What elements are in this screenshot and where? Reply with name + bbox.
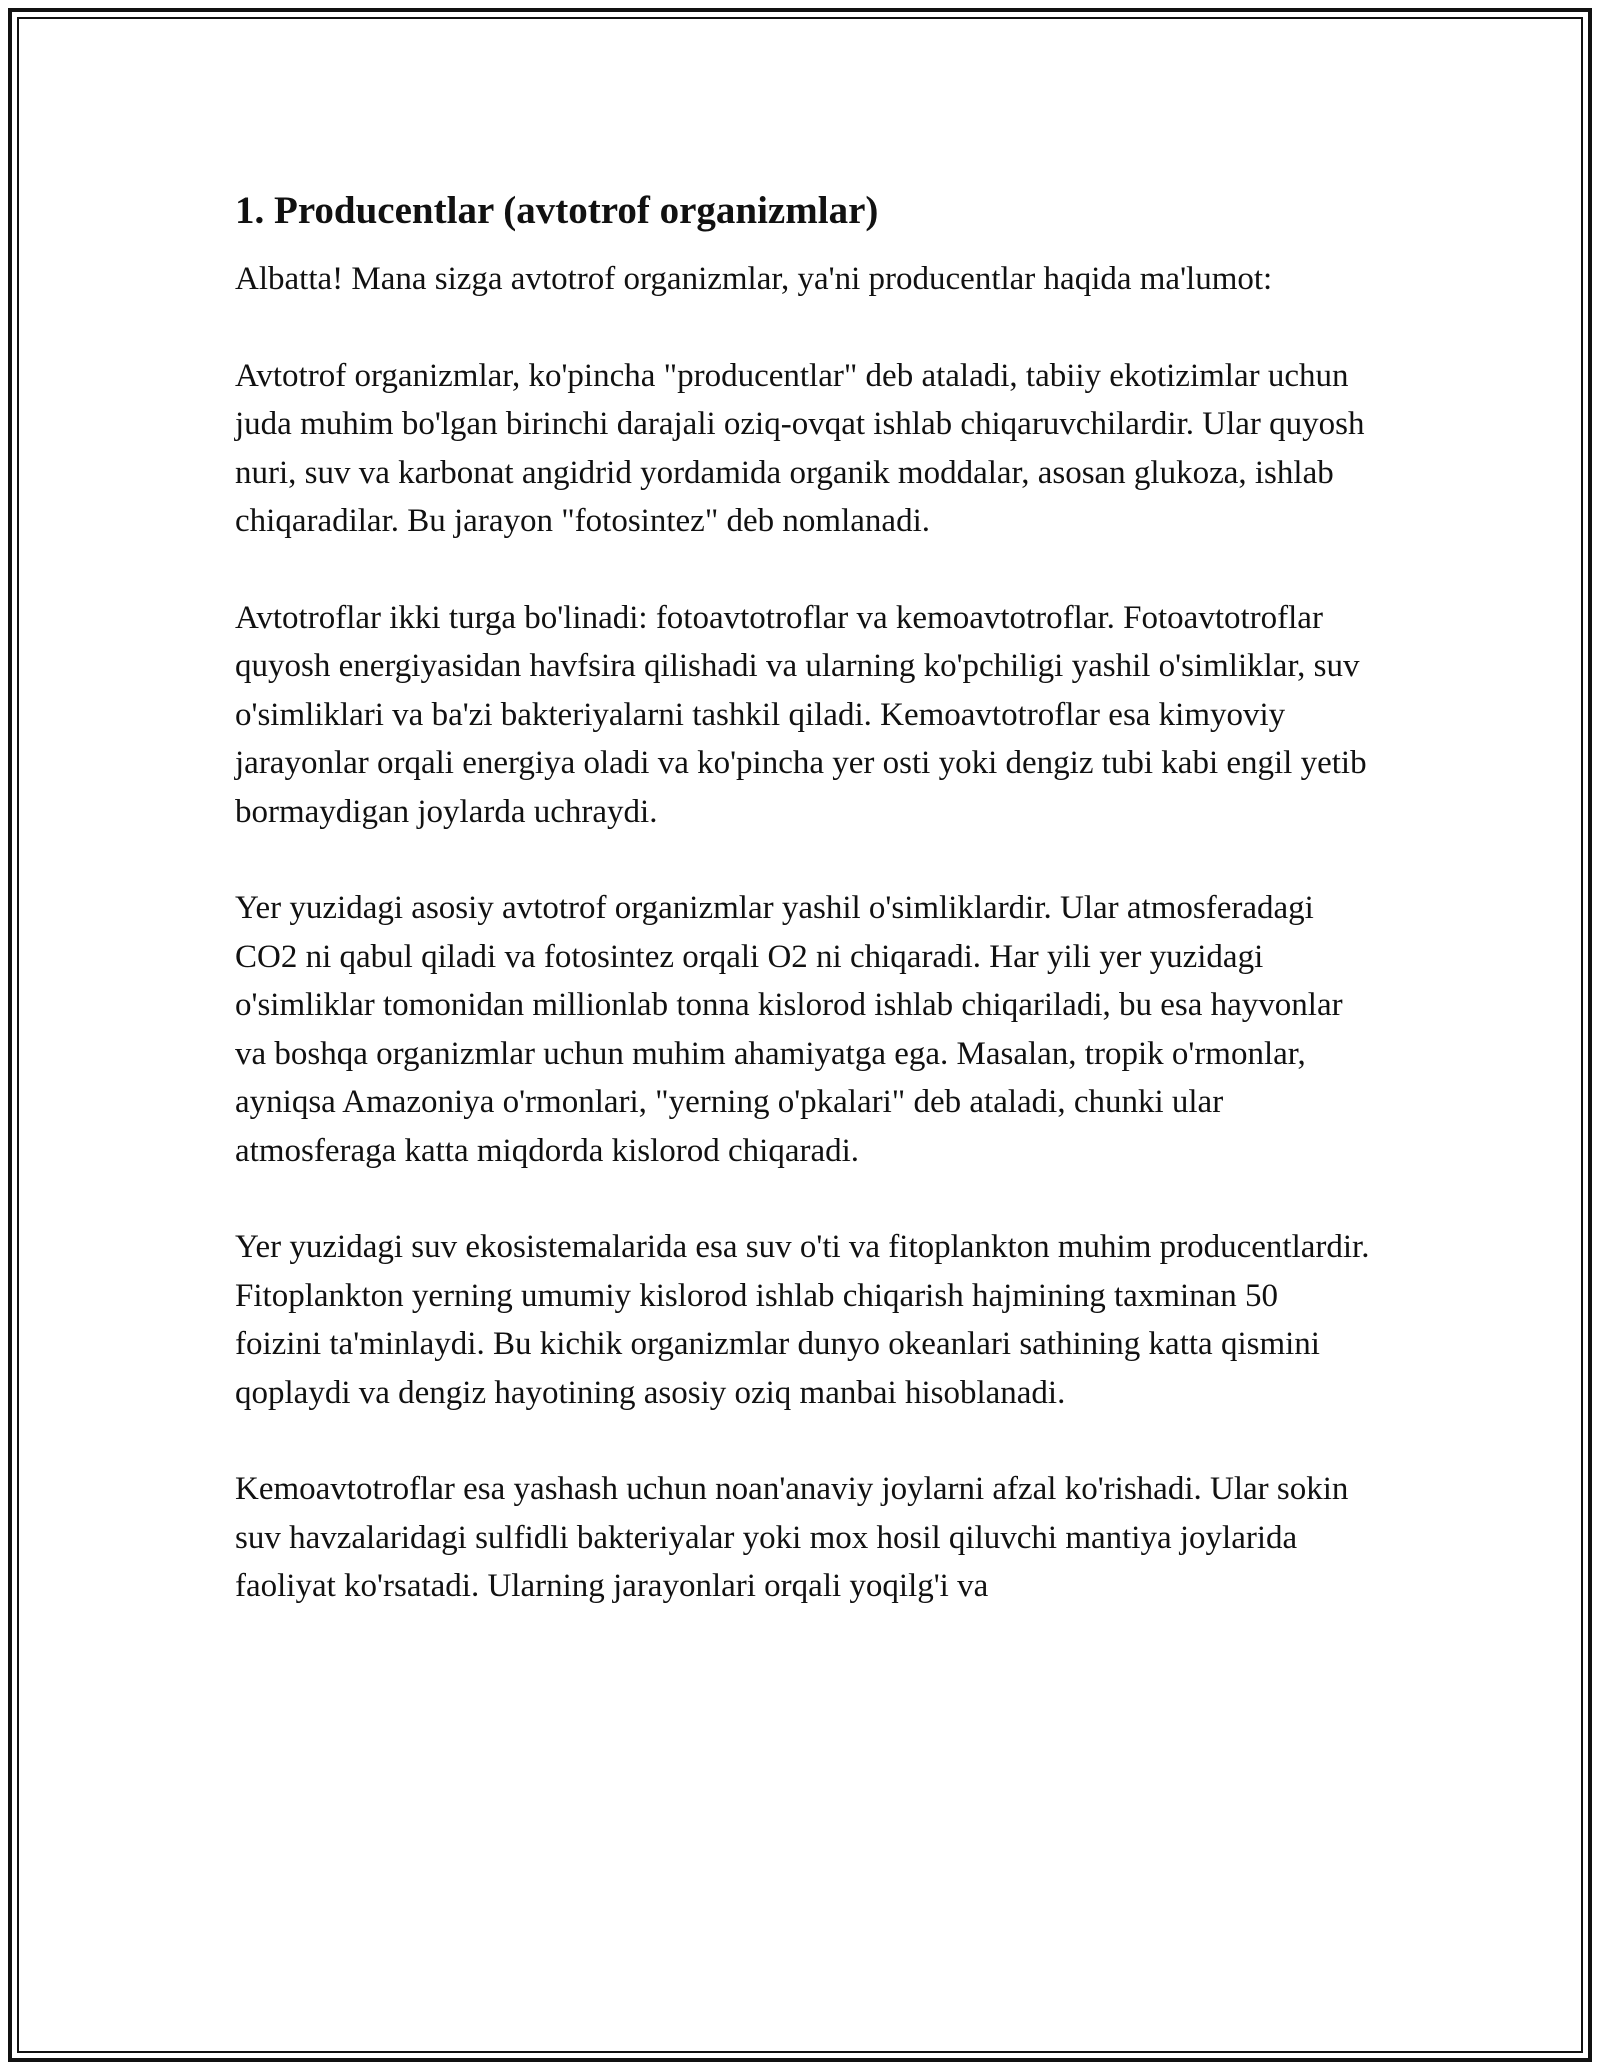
paragraph-definition: Avtotrof organizmlar, ko'pincha "producentlar" deb ataladi, tabiiy ekotizimlar uchun juda muhim bo'lgan birinchi darajali oziq-ovqat ishlab chiqaruvchilardir. Ular quyosh nuri, suv va karbonat angidrid yordamida organik moddalar, asosan glukoza, ishlab chiqaradilar. Bu jarayon "fotosintez" deb nomlanadi. <box>235 357 1365 539</box>
section-heading: 1. Producentlar (avtotrof organizmlar) <box>235 189 879 232</box>
paragraph-chemoautotrophs: Kemoavtotroflar esa yashash uchun noan'anaviy joylarni afzal ko'rishadi. Ular sokin suv havzalaridagi sulfidli bakteriyalar yoki mox hosil qiluvchi mantiya joylarida faoliyat ko'rsatadi. Ularning jarayonlari orqali yoqilg'i va <box>235 1471 1349 1604</box>
paragraph-water-ecosystems: Yer yuzidagi suv ekosistemalarida esa suv o'ti va fitoplankton muhim producentlardir. Fitoplankton yerning umumiy kislorod ishlab chiqarish hajmining taxminan 50 foizini ta'minlaydi. Bu kichik organizmlar dunyo okeanlari sathining katta qismini qoplaydi va dengiz hayotining asosiy oziq manbai hisoblanadi. <box>235 1229 1370 1411</box>
paragraph-green-plants: Yer yuzidagi asosiy avtotrof organizmlar yashil o'simliklardir. Ular atmosferadagi CO2 ni qabul qiladi va fotosintez orqali O2 ni chiqaradi. Har yili yer yuzidagi o'simliklar tomonidan millionlab tonna kislorod ishlab chiqariladi, bu esa hayvonlar va boshqa organizmlar uchun muhim ahamiyatga ega. Masalan, tropik o'rmonlar, ayniqsa Amazoniya o'rmonlari, "yerning o'pkalari" deb ataladi, chunki ular atmosferaga katta miqdorda kislorod chiqaradi. <box>235 890 1343 1169</box>
paragraph-intro: Albatta! Mana sizga avtotrof organizmlar, ya'ni producentlar haqida ma'lumot: <box>235 261 1273 297</box>
paragraph-types: Avtotroflar ikki turga bo'linadi: fotoavtotroflar va kemoavtotroflar. Fotoavtotroflar quyosh energiyasidan havfsira qilishadi va ularning ko'pchiligi yashil o'simliklar, suv o'simliklari va ba'zi bakteriyalarni tashkil qiladi. Kemoavtotroflar esa kimyoviy jarayonlar orqali energiya oladi va ko'pincha yer osti yoki dengiz tubi kabi engil yetib bormaydigan joylarda uchraydi. <box>235 599 1367 830</box>
document-body <box>235 185 1370 1659</box>
